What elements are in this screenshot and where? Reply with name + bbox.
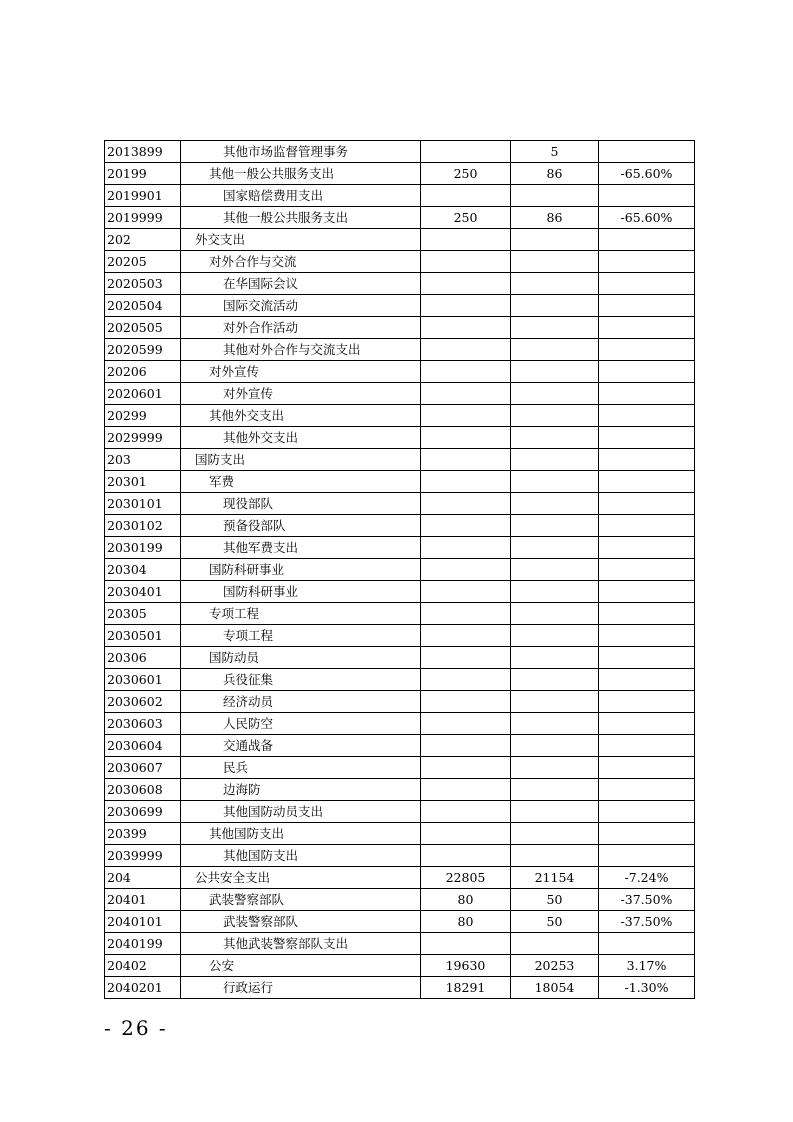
table-row <box>105 845 695 867</box>
change-percent-cell: -7.24% <box>599 867 695 889</box>
change-percent-cell <box>599 515 695 537</box>
account-code-cell: 2020505 <box>105 317 181 339</box>
budget-table <box>104 140 695 999</box>
table-row <box>105 471 695 493</box>
account-name-cell: 其他市场监督管理事务 <box>181 141 421 163</box>
change-percent-cell <box>599 427 695 449</box>
account-code-cell: 20199 <box>105 163 181 185</box>
account-code-cell: 20205 <box>105 251 181 273</box>
account-name-cell: 其他国防支出 <box>181 845 421 867</box>
change-percent-cell <box>599 229 695 251</box>
prior-value-cell <box>421 845 511 867</box>
current-value-cell <box>511 713 599 735</box>
current-value-cell <box>511 779 599 801</box>
prior-value-cell <box>421 581 511 603</box>
account-code-cell: 2030601 <box>105 669 181 691</box>
prior-value-cell <box>421 537 511 559</box>
table-row <box>105 515 695 537</box>
account-code-cell: 204 <box>105 867 181 889</box>
prior-value-cell <box>421 383 511 405</box>
account-code-cell: 2039999 <box>105 845 181 867</box>
prior-value-cell <box>421 427 511 449</box>
change-percent-cell: -65.60% <box>599 207 695 229</box>
prior-value-cell: 19630 <box>421 955 511 977</box>
current-value-cell <box>511 603 599 625</box>
account-code-cell: 2030699 <box>105 801 181 823</box>
account-code-cell: 20306 <box>105 647 181 669</box>
change-percent-cell <box>599 647 695 669</box>
table-row <box>105 691 695 713</box>
table-row <box>105 955 695 977</box>
change-percent-cell <box>599 735 695 757</box>
account-name-cell: 国际交流活动 <box>181 295 421 317</box>
account-name-cell: 行政运行 <box>181 977 421 999</box>
prior-value-cell <box>421 713 511 735</box>
current-value-cell <box>511 647 599 669</box>
current-value-cell <box>511 317 599 339</box>
current-value-cell <box>511 471 599 493</box>
change-percent-cell <box>599 361 695 383</box>
table-row <box>105 735 695 757</box>
current-value-cell <box>511 405 599 427</box>
account-code-cell: 20305 <box>105 603 181 625</box>
prior-value-cell <box>421 691 511 713</box>
table-row <box>105 779 695 801</box>
change-percent-cell <box>599 141 695 163</box>
table-row <box>105 977 695 999</box>
table-row <box>105 867 695 889</box>
prior-value-cell <box>421 735 511 757</box>
table-row <box>105 141 695 163</box>
account-name-cell: 人民防空 <box>181 713 421 735</box>
account-name-cell: 国防支出 <box>181 449 421 471</box>
account-code-cell: 20299 <box>105 405 181 427</box>
budget-table-body <box>105 141 695 999</box>
change-percent-cell <box>599 933 695 955</box>
change-percent-cell: -65.60% <box>599 163 695 185</box>
prior-value-cell <box>421 603 511 625</box>
account-name-cell: 现役部队 <box>181 493 421 515</box>
prior-value-cell <box>421 647 511 669</box>
table-row <box>105 229 695 251</box>
table-row <box>105 647 695 669</box>
current-value-cell <box>511 691 599 713</box>
account-code-cell: 20401 <box>105 889 181 911</box>
current-value-cell <box>511 493 599 515</box>
account-code-cell: 202 <box>105 229 181 251</box>
change-percent-cell <box>599 779 695 801</box>
prior-value-cell: 18291 <box>421 977 511 999</box>
table-row <box>105 383 695 405</box>
account-code-cell: 2020503 <box>105 273 181 295</box>
prior-value-cell: 80 <box>421 889 511 911</box>
prior-value-cell <box>421 493 511 515</box>
prior-value-cell <box>421 669 511 691</box>
account-code-cell: 2030604 <box>105 735 181 757</box>
change-percent-cell <box>599 339 695 361</box>
account-name-cell: 外交支出 <box>181 229 421 251</box>
table-row <box>105 185 695 207</box>
table-row <box>105 669 695 691</box>
current-value-cell <box>511 449 599 471</box>
account-name-cell: 边海防 <box>181 779 421 801</box>
prior-value-cell: 250 <box>421 207 511 229</box>
account-code-cell: 2020599 <box>105 339 181 361</box>
current-value-cell: 86 <box>511 207 599 229</box>
change-percent-cell <box>599 449 695 471</box>
prior-value-cell <box>421 515 511 537</box>
current-value-cell <box>511 427 599 449</box>
table-row <box>105 493 695 515</box>
account-code-cell: 2040201 <box>105 977 181 999</box>
page-number: - 26 - <box>104 1016 168 1040</box>
table-row <box>105 207 695 229</box>
table-row <box>105 911 695 933</box>
table-row <box>105 427 695 449</box>
change-percent-cell <box>599 713 695 735</box>
account-code-cell: 2030607 <box>105 757 181 779</box>
prior-value-cell <box>421 471 511 493</box>
table-row <box>105 713 695 735</box>
account-name-cell: 民兵 <box>181 757 421 779</box>
current-value-cell: 5 <box>511 141 599 163</box>
change-percent-cell <box>599 383 695 405</box>
change-percent-cell <box>599 471 695 493</box>
account-name-cell: 国防动员 <box>181 647 421 669</box>
table-row <box>105 251 695 273</box>
account-name-cell: 公安 <box>181 955 421 977</box>
account-name-cell: 预备役部队 <box>181 515 421 537</box>
prior-value-cell <box>421 141 511 163</box>
prior-value-cell <box>421 273 511 295</box>
change-percent-cell <box>599 559 695 581</box>
account-name-cell: 其他军费支出 <box>181 537 421 559</box>
account-name-cell: 国防科研事业 <box>181 559 421 581</box>
account-code-cell: 20402 <box>105 955 181 977</box>
account-name-cell: 其他对外合作与交流支出 <box>181 339 421 361</box>
change-percent-cell <box>599 757 695 779</box>
account-name-cell: 其他一般公共服务支出 <box>181 207 421 229</box>
change-percent-cell <box>599 669 695 691</box>
current-value-cell: 20253 <box>511 955 599 977</box>
account-name-cell: 专项工程 <box>181 603 421 625</box>
current-value-cell <box>511 361 599 383</box>
account-code-cell: 2040199 <box>105 933 181 955</box>
change-percent-cell <box>599 845 695 867</box>
account-name-cell: 其他外交支出 <box>181 427 421 449</box>
account-name-cell: 对外合作与交流 <box>181 251 421 273</box>
current-value-cell: 21154 <box>511 867 599 889</box>
current-value-cell <box>511 581 599 603</box>
account-name-cell: 专项工程 <box>181 625 421 647</box>
current-value-cell <box>511 801 599 823</box>
current-value-cell: 50 <box>511 889 599 911</box>
table-row <box>105 889 695 911</box>
account-name-cell: 兵役征集 <box>181 669 421 691</box>
change-percent-cell <box>599 801 695 823</box>
account-code-cell: 20206 <box>105 361 181 383</box>
prior-value-cell <box>421 933 511 955</box>
table-row <box>105 405 695 427</box>
table-row <box>105 361 695 383</box>
account-name-cell: 其他武装警察部队支出 <box>181 933 421 955</box>
change-percent-cell <box>599 625 695 647</box>
account-name-cell: 公共安全支出 <box>181 867 421 889</box>
current-value-cell <box>511 273 599 295</box>
prior-value-cell: 80 <box>421 911 511 933</box>
account-code-cell: 2040101 <box>105 911 181 933</box>
account-code-cell: 20301 <box>105 471 181 493</box>
table-row <box>105 801 695 823</box>
change-percent-cell: -37.50% <box>599 889 695 911</box>
prior-value-cell: 22805 <box>421 867 511 889</box>
account-name-cell: 经济动员 <box>181 691 421 713</box>
account-code-cell: 2020601 <box>105 383 181 405</box>
prior-value-cell <box>421 405 511 427</box>
change-percent-cell <box>599 537 695 559</box>
account-name-cell: 其他国防动员支出 <box>181 801 421 823</box>
prior-value-cell <box>421 229 511 251</box>
current-value-cell: 50 <box>511 911 599 933</box>
table-row <box>105 449 695 471</box>
account-name-cell: 交通战备 <box>181 735 421 757</box>
account-name-cell: 武装警察部队 <box>181 889 421 911</box>
change-percent-cell <box>599 405 695 427</box>
prior-value-cell <box>421 823 511 845</box>
change-percent-cell <box>599 185 695 207</box>
account-name-cell: 其他国防支出 <box>181 823 421 845</box>
account-name-cell: 军费 <box>181 471 421 493</box>
account-code-cell: 2030501 <box>105 625 181 647</box>
table-row <box>105 317 695 339</box>
account-code-cell: 2030602 <box>105 691 181 713</box>
table-row <box>105 581 695 603</box>
current-value-cell <box>511 735 599 757</box>
current-value-cell <box>511 339 599 361</box>
account-code-cell: 2030102 <box>105 515 181 537</box>
current-value-cell <box>511 295 599 317</box>
change-percent-cell: -1.30% <box>599 977 695 999</box>
current-value-cell <box>511 229 599 251</box>
current-value-cell <box>511 757 599 779</box>
account-code-cell: 2020504 <box>105 295 181 317</box>
table-row <box>105 537 695 559</box>
prior-value-cell <box>421 317 511 339</box>
account-code-cell: 2029999 <box>105 427 181 449</box>
account-code-cell: 2030199 <box>105 537 181 559</box>
prior-value-cell <box>421 339 511 361</box>
table-row <box>105 339 695 361</box>
change-percent-cell <box>599 603 695 625</box>
table-row <box>105 559 695 581</box>
prior-value-cell <box>421 757 511 779</box>
prior-value-cell <box>421 361 511 383</box>
current-value-cell <box>511 625 599 647</box>
change-percent-cell: 3.17% <box>599 955 695 977</box>
current-value-cell <box>511 669 599 691</box>
current-value-cell: 86 <box>511 163 599 185</box>
account-name-cell: 在华国际会议 <box>181 273 421 295</box>
change-percent-cell <box>599 317 695 339</box>
account-name-cell: 国防科研事业 <box>181 581 421 603</box>
current-value-cell <box>511 823 599 845</box>
current-value-cell <box>511 933 599 955</box>
account-name-cell: 武装警察部队 <box>181 911 421 933</box>
account-name-cell: 国家赔偿费用支出 <box>181 185 421 207</box>
change-percent-cell <box>599 493 695 515</box>
account-name-cell: 对外宣传 <box>181 361 421 383</box>
change-percent-cell <box>599 251 695 273</box>
prior-value-cell <box>421 449 511 471</box>
account-code-cell: 2013899 <box>105 141 181 163</box>
change-percent-cell <box>599 581 695 603</box>
account-code-cell: 2030608 <box>105 779 181 801</box>
table-row <box>105 163 695 185</box>
prior-value-cell <box>421 185 511 207</box>
account-code-cell: 2019901 <box>105 185 181 207</box>
table-row <box>105 273 695 295</box>
change-percent-cell <box>599 273 695 295</box>
prior-value-cell <box>421 251 511 273</box>
current-value-cell <box>511 559 599 581</box>
account-code-cell: 2030401 <box>105 581 181 603</box>
current-value-cell <box>511 251 599 273</box>
account-code-cell: 203 <box>105 449 181 471</box>
table-row <box>105 933 695 955</box>
account-name-cell: 对外合作活动 <box>181 317 421 339</box>
account-name-cell: 其他外交支出 <box>181 405 421 427</box>
account-code-cell: 20304 <box>105 559 181 581</box>
prior-value-cell: 250 <box>421 163 511 185</box>
account-name-cell: 其他一般公共服务支出 <box>181 163 421 185</box>
change-percent-cell <box>599 823 695 845</box>
current-value-cell <box>511 537 599 559</box>
account-code-cell: 2030101 <box>105 493 181 515</box>
table-row <box>105 625 695 647</box>
current-value-cell <box>511 383 599 405</box>
prior-value-cell <box>421 625 511 647</box>
prior-value-cell <box>421 559 511 581</box>
table-row <box>105 295 695 317</box>
account-code-cell: 20399 <box>105 823 181 845</box>
prior-value-cell <box>421 295 511 317</box>
account-code-cell: 2030603 <box>105 713 181 735</box>
account-name-cell: 对外宣传 <box>181 383 421 405</box>
current-value-cell <box>511 515 599 537</box>
current-value-cell: 18054 <box>511 977 599 999</box>
table-row <box>105 823 695 845</box>
table-row <box>105 603 695 625</box>
current-value-cell <box>511 845 599 867</box>
prior-value-cell <box>421 801 511 823</box>
change-percent-cell <box>599 295 695 317</box>
change-percent-cell <box>599 691 695 713</box>
current-value-cell <box>511 185 599 207</box>
change-percent-cell: -37.50% <box>599 911 695 933</box>
prior-value-cell <box>421 779 511 801</box>
account-code-cell: 2019999 <box>105 207 181 229</box>
table-row <box>105 757 695 779</box>
